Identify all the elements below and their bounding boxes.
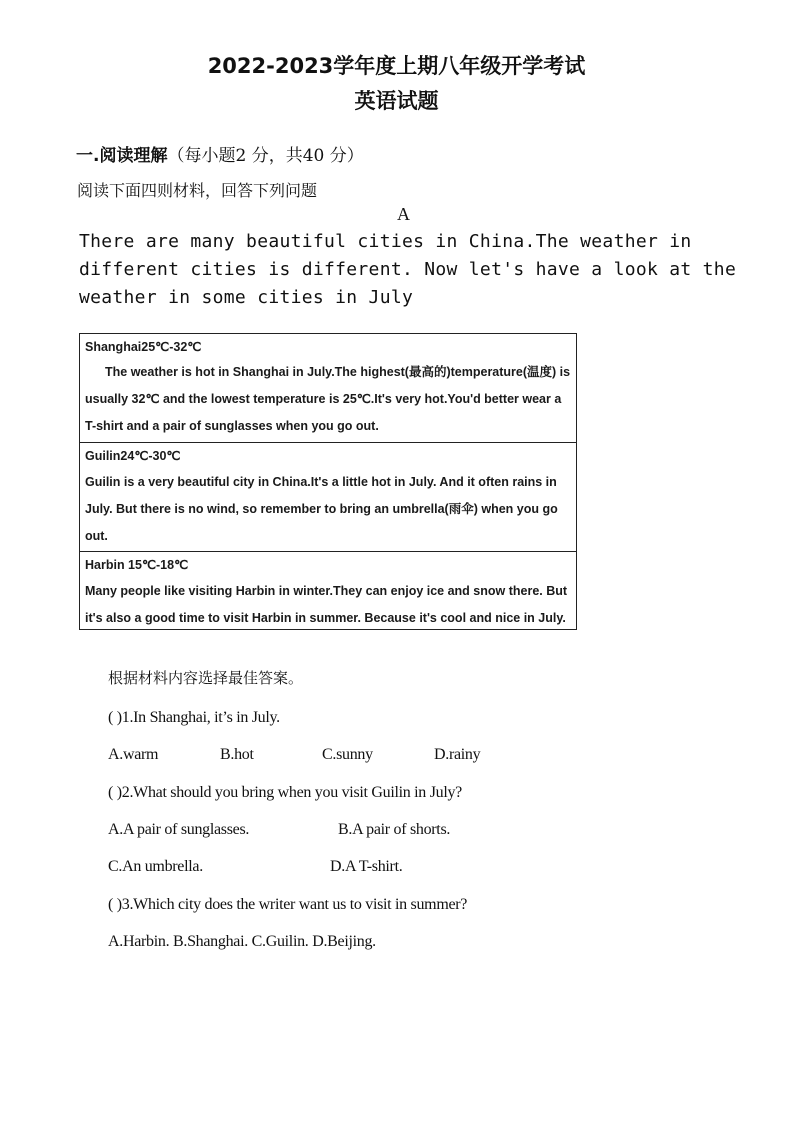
city-heading: Harbin 15℃-18℃ <box>85 558 189 572</box>
city-heading: Guilin24℃-30℃ <box>85 449 181 463</box>
weather-cell-harbin <box>80 551 576 629</box>
question-2-option-c: C.An umbrella. <box>108 858 203 875</box>
city-description: Guilin is a very beautiful city in China.It's a little hot in July. And it often rains in July. But there is no wind, so remember to bring an umbrella(雨伞) when you go out. <box>85 475 558 543</box>
question-1-option-b: B.hot <box>220 746 254 763</box>
question-3-option-a: A.Harbin. <box>108 933 170 950</box>
weather-cell-shanghai <box>80 334 576 442</box>
weather-cell-guilin <box>80 442 576 551</box>
question-2-option-a: A.A pair of sunglasses. <box>108 821 250 838</box>
question-1-option-d: D.rainy <box>434 746 481 763</box>
question-3-options <box>108 933 376 951</box>
city-description: Many people like visiting Harbin in winter.They can enjoy ice and snow there. But it's also a good time to visit Harbin in summer. Because it's cool and nice in July. <box>85 584 568 625</box>
question-2-stem: ( )2.What should you bring when you visit Guilin in July? <box>108 784 462 801</box>
section-instruction: 阅读下面四则材料，回答下列问题 <box>77 181 318 200</box>
question-3-stem: ( )3.Which city does the writer want us to visit in summer? <box>108 896 468 913</box>
question-2-option-b: B.A pair of shorts. <box>338 821 451 838</box>
city-heading: Shanghai25℃-32℃ <box>85 340 202 354</box>
passage-intro: There are many beautiful cities in China.The weather in different cities is different. Now let's have a look at the weather in some cities in July <box>79 231 737 308</box>
city-description: The weather is hot in Shanghai in July.The highest(最高的)temperature(温度) is usually 32℃ and the lowest temperature is 25℃.It's very hot.You'd better wear a T-shirt and a pair of sunglasses when you go out. <box>85 365 571 433</box>
exam-title: 2022-2023学年度上期八年级开学考试 <box>207 54 586 78</box>
question-1-option-c: C.sunny <box>322 746 373 763</box>
question-3-option-d: D.Beijing. <box>312 933 376 950</box>
exam-subtitle: 英语试题 <box>354 88 439 113</box>
section-heading <box>76 141 364 166</box>
questions-instruction: 根据材料内容选择最佳答案。 <box>108 669 304 687</box>
question-2-option-d: D.A T-shirt. <box>330 858 403 875</box>
question-1-stem: ( )1.In Shanghai, it’s in July. <box>108 709 280 726</box>
question-3-option-c: C.Guilin. <box>251 933 309 950</box>
section-points: （每小题2 分，共40 分） <box>167 146 364 166</box>
passage-letter: A <box>397 204 410 224</box>
weather-table <box>79 333 577 630</box>
question-3-option-b: B.Shanghai. <box>173 933 248 950</box>
section-title: 一.阅读理解 <box>76 146 168 166</box>
question-1-option-a: A.warm <box>108 746 159 763</box>
